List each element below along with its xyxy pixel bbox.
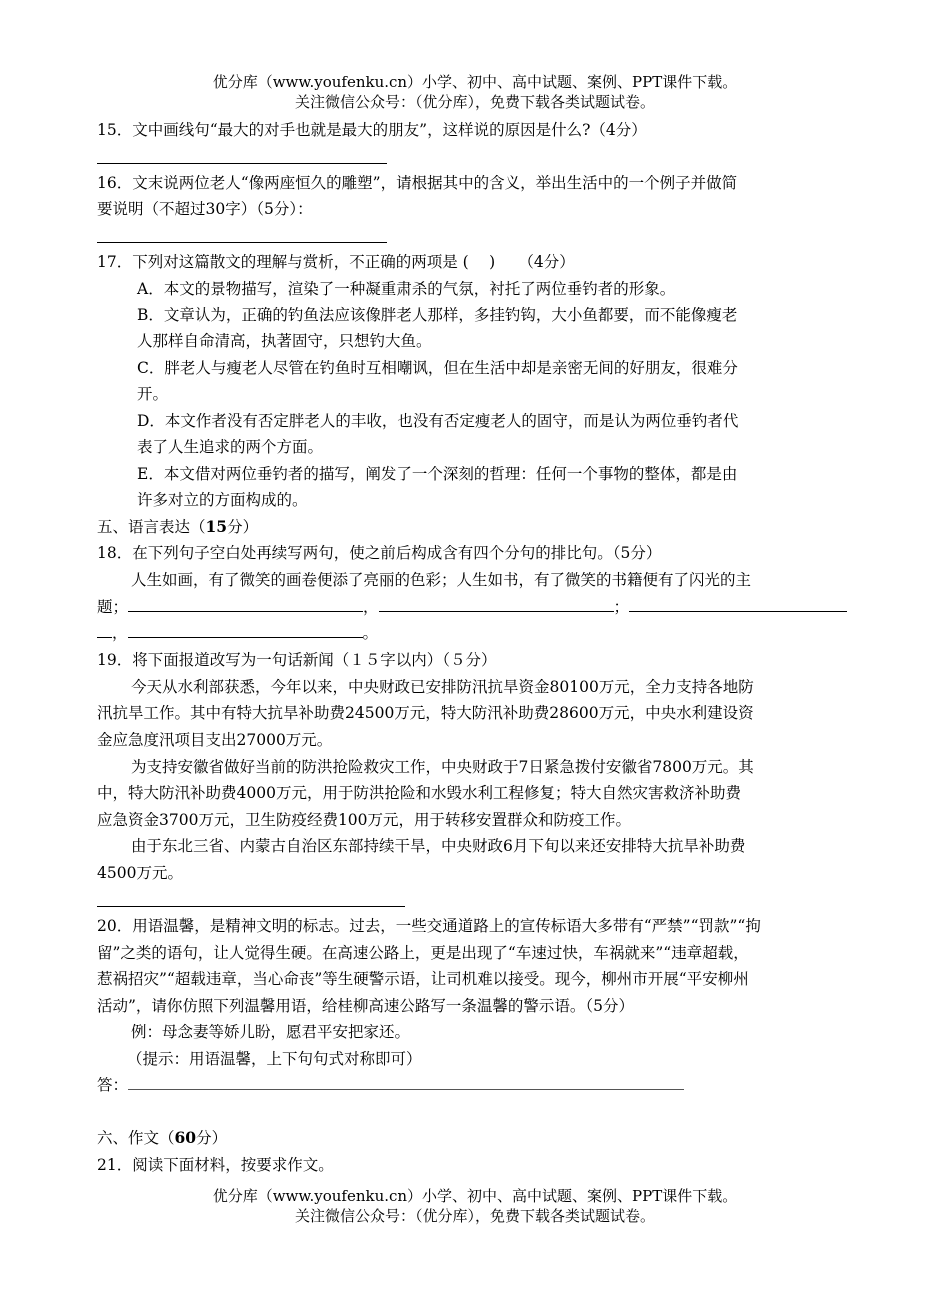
question-17-stem: 17．下列对这篇散文的理解与赏析，不正确的两项是 ( ) （4分）: [97, 253, 575, 271]
question-21: 21．阅读下面材料，按要求作文。: [97, 1156, 334, 1174]
q19-p2-line-2: 中，特大防汛补助费4000万元，用于防洪抢险和水毁水利工程修复；特大自然灾害救济补助费: [97, 784, 741, 802]
option-c-line-1: C．胖老人与瘦老人尽管在钓鱼时互相嘲讽，但在生活中却是亲密无间的好朋友，很难分: [137, 359, 738, 377]
q19-p3-line-1: 由于东北三省、内蒙古自治区东部持续干旱，中央财政6月下旬以来还安排特大抗旱补助费: [131, 837, 746, 855]
option-e-line-2: 许多对立的方面构成的。: [137, 491, 308, 509]
blank-3-cont[interactable]: [97, 623, 112, 638]
q19-p2-line-3: 应急资金3700万元，卫生防疫经费100万元，用于转移安置群众和防疫工作。: [97, 811, 632, 829]
option-d-line-2: 表了人生追求的两个方面。: [137, 438, 324, 456]
question-16-line-1: 16．文末说两位老人“像两座恒久的雕塑”，请根据其中的含义，举出生活中的一个例子并做简: [97, 174, 738, 192]
answer-line-19: [97, 906, 405, 907]
question-20-line-2: 留”之类的语句，让人觉得生硬。在高速公路上，更是出现了“车速过快，车祸就来”“违章超载，: [97, 944, 749, 962]
option-c-line-2: 开。: [137, 385, 169, 403]
q19-p1-line-2: 汛抗旱工作。其中有特大抗旱补助费24500万元，特大防汛补助费28600万元，中央水利建设资: [97, 704, 754, 722]
question-20-line-3: 惹祸招灾”“超载违章，当心命丧”等生硬警示语，让司机难以接受。现今，柳州市开展“平安柳州: [97, 970, 749, 988]
blank-4[interactable]: [128, 623, 363, 638]
answer-line-16: [97, 242, 387, 243]
question-18-line-3: ， 。: [97, 622, 867, 644]
option-a: A．本文的景物描写，渲染了一种凝重肃杀的气氛，衬托了两位垂钓者的形象。: [137, 280, 676, 298]
option-b-line-1: B．文章认为，正确的钓鱼法应该像胖老人那样，多挂钓钩，大小鱼都要，而不能像瘦老: [137, 306, 738, 324]
question-20-answer: 答：: [97, 1074, 867, 1096]
question-20-line-4: 活动”，请你仿照下列温馨用语，给桂柳高速公路写一条温馨的警示语。（5分）: [97, 997, 635, 1015]
question-20-example: 例：母念妻等娇儿盼，愿君平安把家还。: [131, 1023, 411, 1041]
section-6-heading: 六、作文（60分）: [97, 1128, 228, 1147]
option-d-line-1: D．本文作者没有否定胖老人的丰收，也没有否定瘦老人的固守，而是认为两位垂钓者代: [137, 412, 739, 430]
footer-line-1: 优分库（www.youfenku.cn）小学、初中、高中试题、案例、PPT课件下载。: [212, 1187, 738, 1205]
section-5-heading: 五、语言表达（15分）: [97, 517, 259, 536]
answer-line-15: [97, 163, 387, 164]
option-e-line-1: E．本文借对两位垂钓者的描写，阐发了一个深刻的哲理：任何一个事物的整体，都是由: [137, 465, 738, 483]
blank-1[interactable]: [128, 597, 363, 612]
option-b-line-2: 人那样自命清高，执著固守，只想钓大鱼。: [137, 332, 432, 350]
footer-line-2: 关注微信公众号：（优分库），免费下载各类试题试卷。: [294, 1207, 655, 1225]
question-20-hint: （提示：用语温馨，上下句句式对称即可）: [127, 1050, 422, 1068]
blank-3[interactable]: [629, 597, 847, 612]
header-line-2: 关注微信公众号：（优分库），免费下载各类试题试卷。: [294, 93, 655, 111]
question-20-line-1: 20．用语温馨，是精神文明的标志。过去，一些交通道路上的宣传标语大多带有“严禁”“罚款”“拘: [97, 917, 761, 935]
answer-blank-20[interactable]: [128, 1075, 684, 1090]
q19-p1-line-3: 金应急度汛项目支出27000万元。: [97, 731, 333, 749]
question-19-stem: 19．将下面报道改写为一句话新闻（１５字以内）（５分）: [97, 651, 497, 669]
blank-2[interactable]: [379, 597, 614, 612]
question-18-line-2: 题； ， ；: [97, 596, 877, 618]
question-18-stem: 18．在下列句子空白处再续写两句，使之前后构成含有四个分句的排比句。（5分）: [97, 544, 662, 562]
question-16-line-2: 要说明（不超过30字）（5分）：: [97, 200, 313, 218]
q19-p2-line-1: 为支持安徽省做好当前的防洪抢险救灾工作，中央财政于7日紧急拨付安徽省7800万元。其: [131, 758, 754, 776]
header-line-1: 优分库（www.youfenku.cn）小学、初中、高中试题、案例、PPT课件下载。: [212, 73, 738, 91]
q19-p1-line-1: 今天从水利部获悉，今年以来，中央财政已安排防汛抗旱资金80100万元，全力支持各地防: [131, 678, 754, 696]
question-18-line-1: 人生如画，有了微笑的画卷便添了亮丽的色彩；人生如书，有了微笑的书籍便有了闪光的主: [131, 571, 752, 589]
question-15: 15．文中画线句“最大的对手也就是最大的朋友”，这样说的原因是什么?（4分）: [97, 121, 647, 139]
q19-p3-line-2: 4500万元。: [97, 864, 183, 882]
